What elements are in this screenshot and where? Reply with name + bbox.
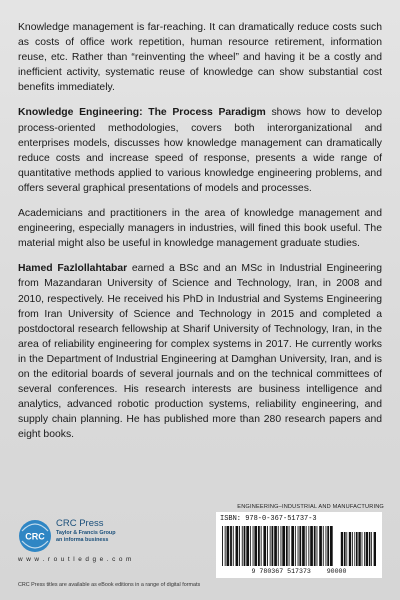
barcode-addon-bar <box>358 532 360 566</box>
book-title-lead: Knowledge Engineering: The Process Paradigm <box>18 107 266 119</box>
barcode-bar <box>326 526 327 566</box>
barcode-bar <box>253 526 254 566</box>
publisher-group: Taylor & Francis Group <box>56 530 116 536</box>
barcode-bar <box>289 526 290 566</box>
barcode-bar <box>227 526 230 566</box>
barcode-bar <box>330 526 333 566</box>
barcode-bar <box>291 526 294 566</box>
barcode-bar <box>261 526 262 566</box>
barcode-bar <box>239 526 240 566</box>
barcode-bar <box>233 526 234 566</box>
barcode-bar <box>286 526 288 566</box>
barcode-addon-bar <box>354 532 355 566</box>
description-text <box>18 20 382 452</box>
barcode-main-digits: 9 780367 517373 <box>251 568 311 575</box>
barcode-bar <box>298 526 299 566</box>
subject-category: ENGINEERING–INDUSTRIAL AND MANUFACTURING <box>237 504 384 510</box>
barcode-bar <box>246 526 249 566</box>
publisher-url: w w w . r o u t l e d g e . c o m <box>18 556 133 563</box>
barcode-bar <box>306 526 307 566</box>
logo-text: CRC <box>25 531 45 542</box>
barcode-addon-bar <box>374 532 376 566</box>
barcode-bar <box>222 526 223 566</box>
barcode-bar <box>282 526 285 566</box>
barcode-bar <box>254 526 257 566</box>
barcode-addon-bar <box>341 532 343 566</box>
barcode-bar <box>323 526 324 566</box>
barcode-bar <box>295 526 296 566</box>
barcode-addon-digits: 90000 <box>326 568 347 575</box>
barcode-bar <box>258 526 260 566</box>
paragraph-intro: Knowledge management is far-reaching. It can dramatically reduce costs such as costs of office work repetition, human resource retirement, information reuse, etc. Rather than “reinventing the wheel” and having it be a costly and inefficient activity, systematic reuse of knowledge can show substantial cost benefits immediately. <box>18 22 382 94</box>
barcode-addon-bar <box>366 532 368 566</box>
barcode-bar <box>317 526 318 566</box>
barcode-addon-bar <box>349 532 351 566</box>
barcode-bar <box>327 526 329 566</box>
barcode-digits <box>216 568 382 575</box>
barcode-addon-bar <box>352 532 353 566</box>
barcode-bar <box>270 526 271 566</box>
barcode-addon-bar <box>371 532 372 566</box>
barcode-bar <box>263 526 266 566</box>
publisher-name: CRC Press <box>56 518 104 529</box>
barcode-bar <box>302 526 305 566</box>
barcode-addon-bar <box>364 532 365 566</box>
barcode-bar <box>274 526 277 566</box>
barcode-bar <box>278 526 279 566</box>
author-bio-text: earned a BSc and an MSc in Industrial Engineering from Mazandaran University of Science and Technology, Iran, in 2008 and 2010, respectively. He received his PhD in Industrial and Systems Engineering from Iran University of Science and Technology in 2015 and completed a postdoctoral research fellowship at Sharif University of Technology, Iran, in the area of reliability engineering for complex systems in 2017. He currently works in the Department of Industrial Engineering at Damghan University, Iran, and is on the editorial boards of several journals and on the technical committees of several conferences. His research interests are business intelligence and analytics, advanced robotic production systems, reliability engineering, and supply chain planning. He has published more than 280 research papers and eight books. <box>18 263 382 441</box>
barcode-bar <box>314 526 316 566</box>
barcode-bar <box>299 526 301 566</box>
barcode-bar <box>236 526 239 566</box>
isbn-number: ISBN: 978-0-367-51737-3 <box>220 515 317 523</box>
barcode-bar <box>272 526 274 566</box>
barcode-bar <box>225 526 226 566</box>
paragraph-audience: Academicians and practitioners in the area of knowledge management and engineering, especially managers in industries, will fined this book useful. The material might also be useful in knowledge management graduate studies. <box>18 208 382 250</box>
barcode-bar <box>310 526 313 566</box>
barcode-bar <box>267 526 268 566</box>
paragraph-author-bio <box>18 261 382 442</box>
barcode-bar <box>242 526 243 566</box>
ebook-footnote: CRC Press titles are available as eBook editions in a range of digital formats <box>18 582 201 588</box>
publisher-tagline: an informa business <box>56 537 109 543</box>
barcode-bar <box>281 526 282 566</box>
isbn-barcode <box>216 512 382 578</box>
barcode-bar <box>250 526 251 566</box>
barcode-addon-bar <box>356 532 358 566</box>
crc-logo-icon <box>18 519 52 553</box>
barcode-bar <box>230 526 232 566</box>
barcode-addon-bar <box>344 532 346 566</box>
book-summary-text: shows how to develop process-oriented methodologies, covers both interorganizational and enterprises models, discusses how knowledge management can dramatically reduce costs and increase speed of response, presents a wide range of quantitative methods applied to various knowledge engineering problems, and offers several graphical presentations of models and processes. <box>18 107 383 194</box>
barcode-addon-bar <box>346 532 347 566</box>
barcode-addon-bar <box>362 532 363 566</box>
barcode-bar <box>319 526 322 566</box>
paragraph-book-summary <box>18 105 382 196</box>
barcode-bar <box>308 526 309 566</box>
barcode-addon-bar <box>369 532 371 566</box>
barcode-bars <box>220 526 378 568</box>
author-name: Hamed Fazlollahtabar <box>18 263 128 275</box>
barcode-bar <box>244 526 246 566</box>
